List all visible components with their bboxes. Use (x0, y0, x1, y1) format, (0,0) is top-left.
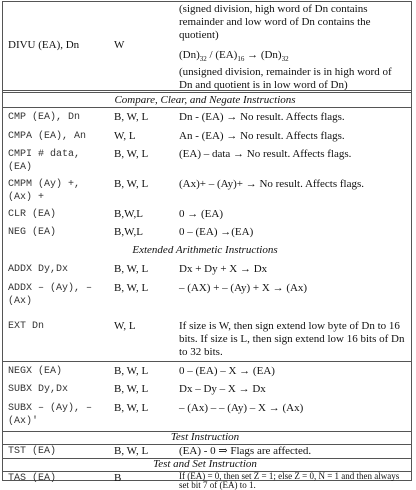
row-size: B,W,L (114, 226, 143, 238)
row-operation: SUBX Dy,Dx (8, 384, 69, 395)
row-size: B, W, L (114, 383, 149, 395)
row-size: B, W, L (114, 178, 149, 190)
row-operation: CMPA (EA), An (8, 131, 87, 142)
row-size: B (114, 472, 122, 484)
row-operation: ADDX Dy,Dx (8, 264, 69, 275)
divider (2, 107, 412, 108)
row-operation: EXT Dn (8, 321, 45, 332)
divu-size: W (114, 39, 125, 51)
row-description: Dx – Dy – X → Dx (179, 383, 266, 395)
row-size: B, W, L (114, 148, 149, 160)
row-operation: CMPI # data, (EA) (8, 149, 81, 173)
row-description: (Ax)+ – (Ay)+ → No result. Affects flags. (179, 178, 365, 190)
row-description: (EA) – data → No result. Affects flags. (179, 148, 352, 160)
row-description: – (AX) + – (Ay) + X → (Ax) (179, 282, 308, 294)
row-operation: CMP (EA), Dn (8, 112, 81, 123)
section-title-test-and-set: Test and Set Instruction (153, 458, 257, 470)
row-size: B, W, L (114, 111, 149, 123)
row-description: – (Ax) – – (Ay) – X → (Ax) (179, 402, 304, 414)
row-operation: NEG (EA) (8, 227, 57, 238)
row-operation: TST (EA) (8, 446, 57, 457)
divu-signed-note: (signed division, high word of Dn contains remainder and low word of Dn contains the quotient) (179, 3, 371, 41)
section-title-compare: Compare, Clear, and Negate Instructions (114, 94, 296, 106)
row-description: (EA) - 0 ⇒ Flags are affected. (179, 445, 312, 457)
row-operation: ADDX – (Ay), – (Ax) (8, 283, 93, 307)
row-size: B, W, L (114, 445, 149, 457)
divu-unsigned-note: (unsigned division, remainder is in high word of Dn and quotient is in low word of Dn) (179, 66, 392, 91)
divu-formula: $(Dn)_{32} / (EA)_{16} \to (Dn)_{32}$ (179, 49, 289, 64)
row-description: An - (EA) → No result. Affects flags. (179, 130, 345, 142)
divider (2, 361, 412, 362)
row-description: 0 – (EA) →(EA) (179, 226, 254, 238)
row-description: If (EA) = 0, then set Z = 1; else Z = 0, N = 1 and then always set bit 7 of (EA) to 1. (179, 471, 400, 490)
row-size: B, W, L (114, 282, 149, 294)
row-size: W, L (114, 130, 136, 142)
row-operation: NEGX (EA) (8, 366, 63, 377)
row-size: B,W,L (114, 208, 143, 220)
row-description: Dx + Dy + X → Dx (179, 263, 268, 275)
row-description: Dn - (EA) → No result. Affects flags. (179, 111, 345, 123)
row-description: If size is W, then sign extend low byte of Dn to 16 bits. If size is L, then sign extend low 16 bits of Dn to 32 bits. (179, 320, 405, 358)
row-operation: SUBX – (Ay), – (Ax)' (8, 403, 93, 427)
divu-operation: DIVU (EA), Dn (8, 39, 80, 51)
row-size: B, W, L (114, 263, 149, 275)
row-description: 0 → (EA) (179, 208, 223, 220)
row-operation: CLR (EA) (8, 209, 57, 220)
row-size: B, W, L (114, 402, 149, 414)
row-operation: CMPM (Ay) +, (Ax) + (8, 179, 81, 203)
section-title-test: Test Instruction (170, 431, 240, 443)
section-title-extended: Extended Arithmetic Instructions (132, 244, 278, 256)
row-description: 0 – (EA) – X → (EA) (179, 365, 275, 377)
divider (2, 90, 412, 93)
row-size: B, W, L (114, 365, 149, 377)
row-operation: TAS (EA) (8, 473, 57, 484)
row-size: W, L (114, 320, 136, 332)
